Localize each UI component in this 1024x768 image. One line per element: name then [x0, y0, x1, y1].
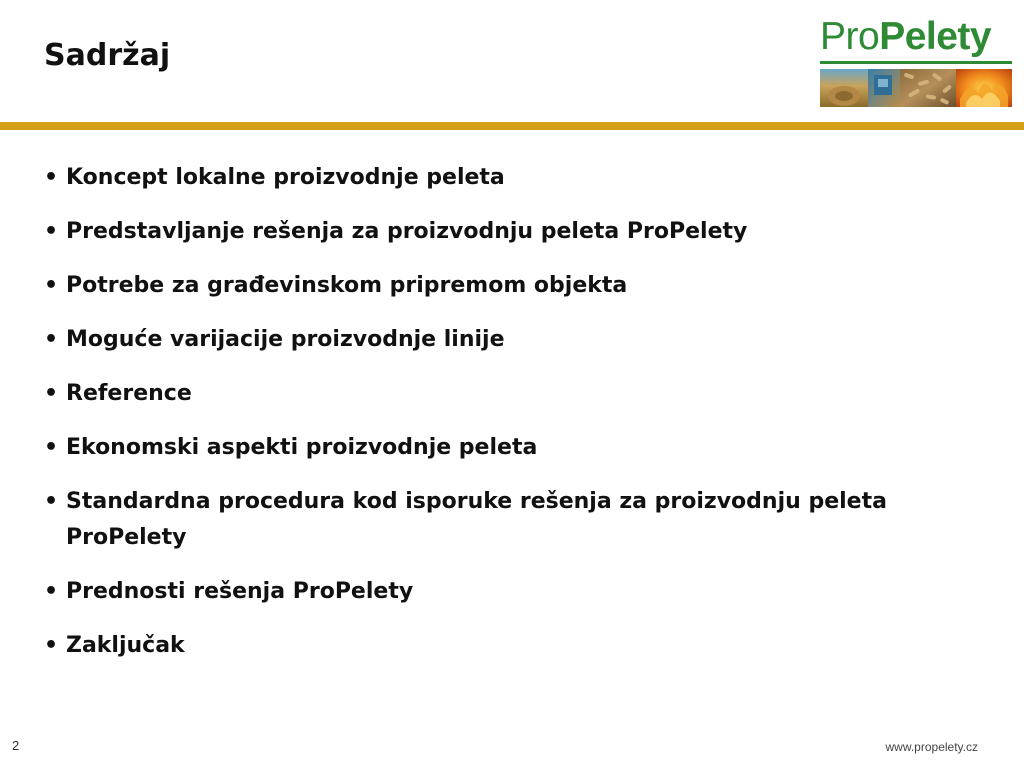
agenda-item: [44, 574, 964, 610]
agenda-item: [44, 430, 964, 466]
slide-title: Sadržaj: [44, 38, 171, 73]
agenda-item: [44, 322, 964, 358]
agenda-item: [44, 214, 964, 250]
agenda-item-text: Ekonomski aspekti proizvodnje peleta: [66, 435, 538, 460]
footer-url: www.propelety.cz: [885, 740, 978, 754]
logo-underline: [820, 61, 1012, 64]
agenda-item-text: Potrebe za građevinskom pripremom objekta: [66, 273, 628, 298]
agenda-item-text: Moguće varijacije proizvodnje linije: [66, 327, 505, 352]
propelety-logo: [820, 12, 1016, 108]
agenda-item-text: Koncept lokalne proizvodnje peleta: [66, 165, 505, 190]
bullet-point: •: [44, 165, 59, 190]
agenda-item: [44, 268, 964, 304]
agenda-item: [44, 628, 964, 664]
bullet-point: •: [44, 579, 59, 604]
bullet-point: •: [44, 327, 59, 352]
agenda-item-text: Prednosti rešenja ProPelety: [66, 579, 414, 604]
bullet-point: •: [44, 273, 59, 298]
logo-text-pro: Pro: [820, 15, 880, 58]
bullet-point: •: [44, 435, 59, 460]
agenda-item-text: Predstavljanje rešenja za proizvodnju peleta ProPelety: [66, 219, 748, 244]
agenda-item-text: Zaključak: [66, 633, 185, 658]
bullet-point: •: [44, 633, 59, 658]
agenda-item-text: Standardna procedura kod isporuke rešenja za proizvodnju peleta ProPelety: [66, 489, 887, 550]
title-divider: [0, 122, 1024, 130]
logo-photo-strip: [820, 69, 1012, 107]
agenda-item: [44, 160, 964, 196]
bullet-point: •: [44, 381, 59, 406]
agenda-list: [44, 160, 964, 682]
agenda-item: [44, 484, 964, 556]
page-number: 2: [12, 738, 20, 753]
logo-wordmark: [820, 12, 991, 62]
logo-text-pelety: Pelety: [879, 15, 992, 58]
agenda-item: [44, 376, 964, 412]
bullet-point: •: [44, 219, 59, 244]
agenda-item-text: Reference: [66, 381, 192, 406]
bullet-point: •: [44, 489, 59, 514]
